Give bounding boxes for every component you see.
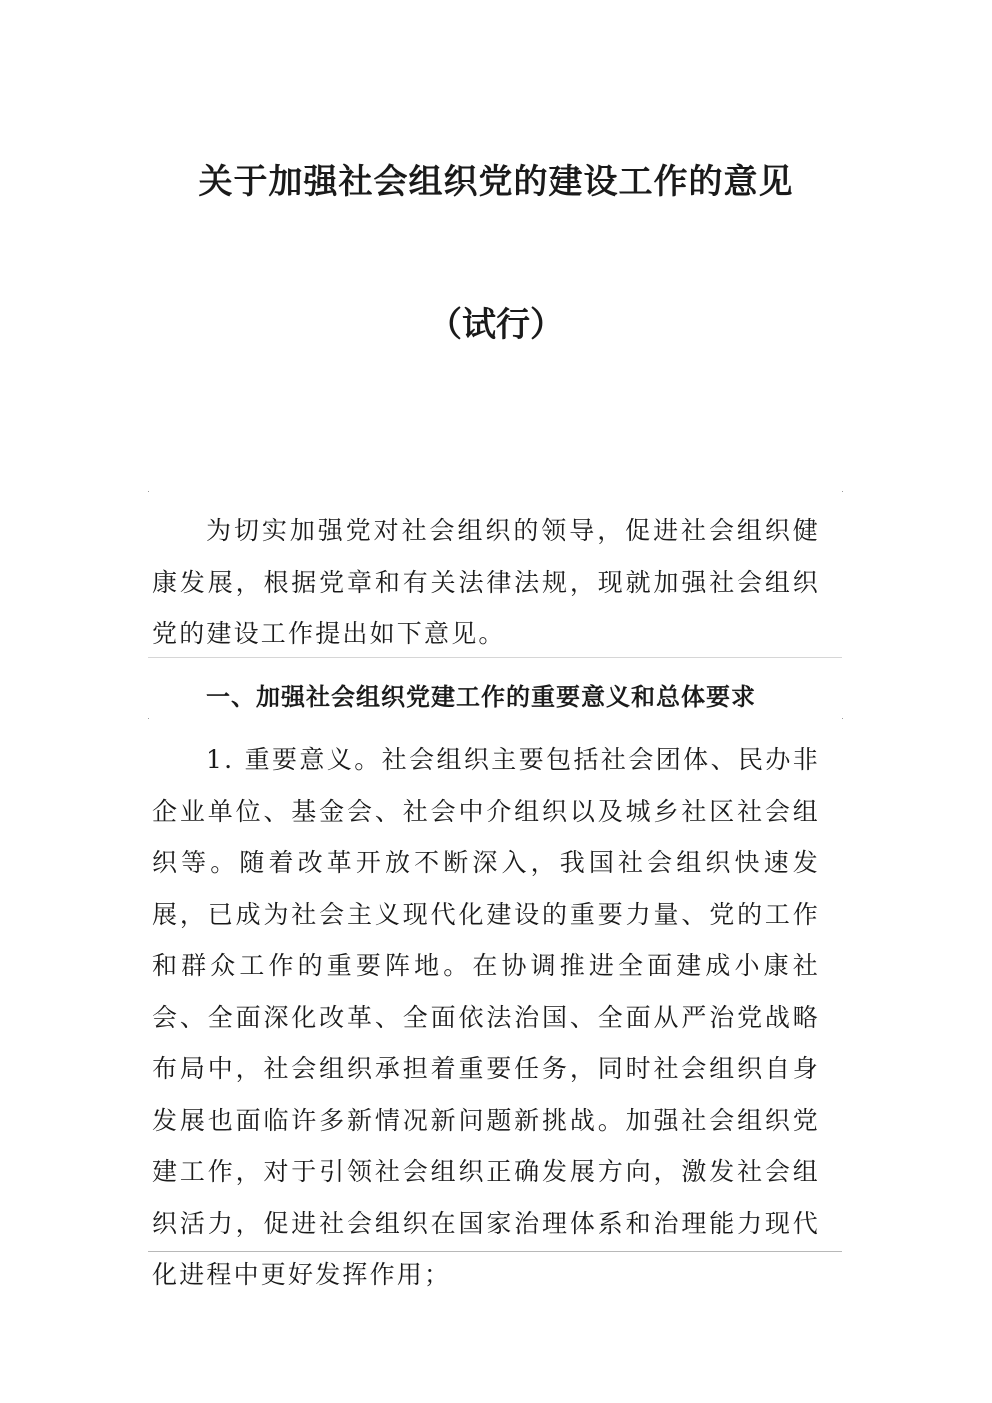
corner-mark xyxy=(148,718,149,719)
document-subtitle: （试行） xyxy=(428,305,564,345)
corner-mark xyxy=(842,491,843,492)
intro-paragraph: 为切实加强党对社会组织的领导，促进社会组织健康发展，根据党章和有关法律法规，现就加强社会组织党的建设工作提出如下意见。 xyxy=(152,516,820,648)
section-paragraph: 1. 重要意义。社会组织主要包括社会团体、民办非企业单位、基金会、社会中介组织以及城乡社区社会组织等。随着改革开放不断深入，我国社会组织快速发展，已成为社会主义现代化建设的重要力量、党的工作和群众工作的重要阵地。在协调推进全面建成小康社会、全面深化改革、全面依法治国、全面从严治党战略布局中，社会组织承担着重要任务，同时社会组织自身发展也面临许多新情况新问题新挑战。加强社会组织党建工作，对于引领社会组织正确发展方向，激发社会组织活力，促进社会组织在国家治理体系和治理能力现代化进程中更好发挥作用； xyxy=(152,745,820,1289)
corner-mark xyxy=(842,718,843,719)
divider-line xyxy=(148,1251,842,1252)
section-heading: 一、加强社会组织党建工作的重要意义和总体要求 xyxy=(206,683,756,711)
divider-line xyxy=(148,657,842,658)
document-title: 关于加强社会组织党的建设工作的意见 xyxy=(198,162,794,202)
corner-mark xyxy=(148,491,149,492)
